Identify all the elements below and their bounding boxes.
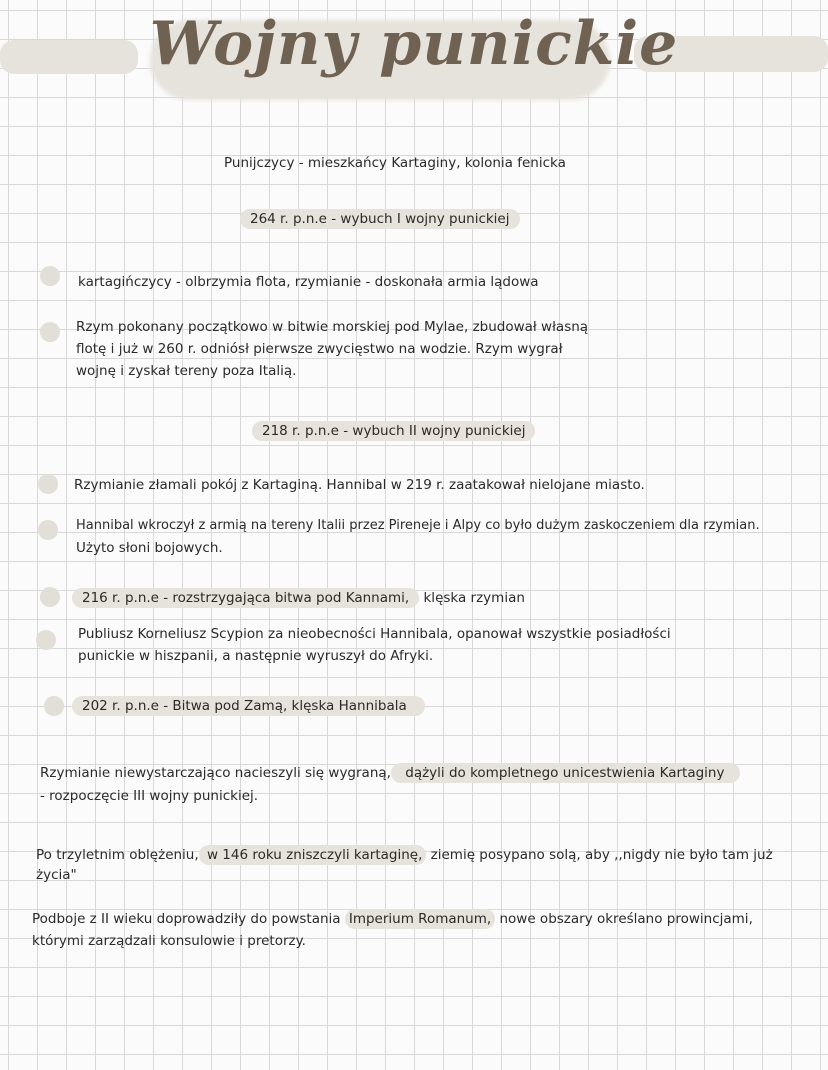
end-line1-highlight: w 146 roku zniszczyli kartaginę, bbox=[199, 845, 427, 865]
war2-point-3 bbox=[72, 587, 525, 609]
bullet-dot bbox=[38, 520, 58, 540]
bullet-dot bbox=[40, 266, 60, 286]
bullet-dot bbox=[38, 474, 58, 494]
end-line1 bbox=[36, 844, 773, 866]
war1-heading-text: 264 r. p.n.e - wybuch I wojny punickiej bbox=[240, 209, 520, 229]
war1-point-1: kartagińczycy - olbrzymia flota, rzymianie - doskonała armia lądowa bbox=[78, 274, 539, 290]
end-line1-c: ziemię posypano solą, aby ,,nigdy nie było tam już bbox=[426, 847, 773, 863]
bullet-dot bbox=[36, 630, 56, 650]
end-line2: życia" bbox=[36, 867, 77, 883]
war2-point-3-rest: klęska rzymian bbox=[419, 590, 525, 606]
page-title: Wojny punickie bbox=[149, 9, 679, 79]
war2-point-5 bbox=[72, 695, 425, 717]
end-line1-a: Po trzyletnim oblężeniu, bbox=[36, 847, 199, 863]
bullet-dot bbox=[40, 587, 60, 607]
war2-point-3-highlight: 216 r. p.n.e - rozstrzygająca bitwa pod Kannami, bbox=[72, 588, 419, 608]
war3-line1-a: Rzymianie niewystarczająco nacieszyli się wygraną, bbox=[40, 765, 391, 781]
war3-line1 bbox=[40, 762, 740, 784]
war2-heading bbox=[252, 420, 535, 442]
summary-line1 bbox=[32, 908, 753, 930]
war2-point-5-highlight: 202 r. p.n.e - Bitwa pod Zamą, klęska Hannibala bbox=[72, 696, 425, 716]
war2-point-4-line2: punickie w hiszpanii, a następnie wyruszył do Afryki. bbox=[78, 648, 434, 664]
war3-line1-highlight: dążyli do kompletnego unicestwienia Kartaginy bbox=[391, 763, 741, 783]
war2-point-4-line1: Publiusz Korneliusz Scypion za nieobecności Hannibala, opanował wszystkie posiadłości bbox=[78, 626, 671, 642]
summary-line1-a: Podboje z II wieku doprowadziły do powstania bbox=[32, 911, 345, 927]
war2-point-1: Rzymianie złamali pokój z Kartaginą. Hannibal w 219 r. zaatakował nielojane miasto. bbox=[74, 477, 645, 493]
war3-line2: - rozpoczęcie III wojny punickiej. bbox=[40, 788, 259, 804]
intro-text: Punijczycy - mieszkańcy Kartaginy, kolonia fenicka bbox=[224, 155, 566, 171]
war2-point-2-line2: Użyto słoni bojowych. bbox=[76, 540, 223, 556]
summary-line1-highlight: Imperium Romanum, bbox=[345, 909, 495, 929]
war1-point-2-line1: Rzym pokonany początkowo w bitwie morskiej pod Mylae, zbudował własną bbox=[76, 319, 589, 335]
war2-point-2-line1: Hannibal wkroczył z armią na tereny Italii przez Pireneje i Alpy co było dużym zaskoczeniem dla rzymian. bbox=[76, 518, 760, 533]
bullet-dot bbox=[44, 696, 64, 716]
bullet-dot bbox=[40, 322, 60, 342]
war1-point-2-line2: flotę i już w 260 r. odniósł pierwsze zwycięstwo na wodzie. Rzym wygrał bbox=[76, 341, 563, 357]
war1-heading bbox=[240, 208, 520, 230]
summary-line2: którymi zarządzali konsulowie i pretorzy. bbox=[32, 933, 306, 949]
war2-heading-text: 218 r. p.n.e - wybuch II wojny punickiej bbox=[252, 421, 535, 441]
war1-point-2-line3: wojnę i zyskał tereny poza Italią. bbox=[76, 363, 297, 379]
summary-line1-c: nowe obszary określano prowincjami, bbox=[495, 911, 753, 927]
